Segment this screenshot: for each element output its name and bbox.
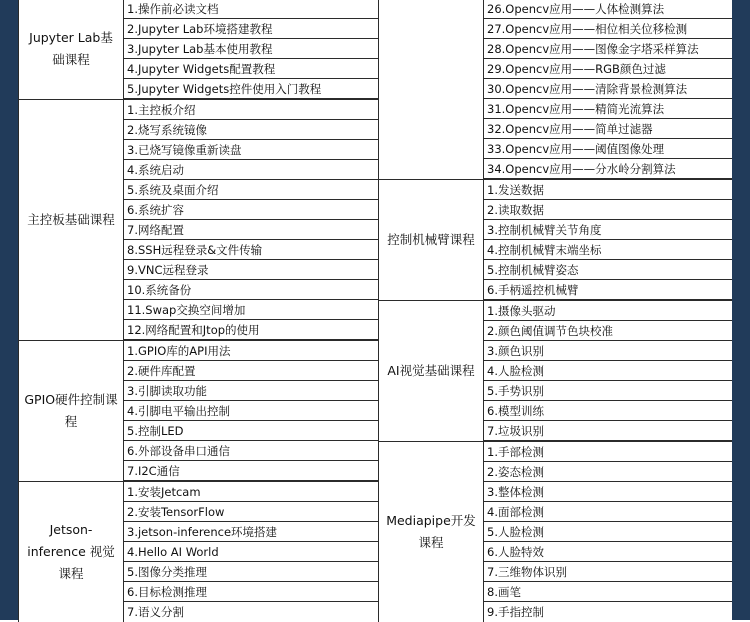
lesson-item: 5.控制LED: [124, 421, 378, 441]
left-frame-border: [0, 0, 18, 620]
lesson-item: 4.引脚电平输出控制: [124, 401, 378, 421]
lesson-item: 2.读取数据: [484, 200, 732, 220]
lesson-item: 8.SSH远程登录&文件传输: [124, 240, 378, 260]
lesson-item: 6.模型训练: [484, 401, 732, 421]
lesson-item: 2.硬件库配置: [124, 361, 378, 381]
lesson-item: 7.三维物体识别: [484, 562, 732, 582]
course-group: [378, 179, 732, 300]
lesson-item: 6.手柄遥控机械臂: [484, 280, 732, 300]
lesson-item: 3.颜色识别: [484, 341, 732, 361]
course-category-label: GPIO硬件控制课程: [19, 341, 124, 481]
lesson-item: 32.Opencv应用——简单过滤器: [484, 119, 732, 139]
lesson-item: 4.Hello AI World: [124, 542, 378, 562]
lesson-list: [484, 442, 732, 622]
lesson-item: 1.发送数据: [484, 180, 732, 200]
lesson-item: 4.控制机械臂末端坐标: [484, 240, 732, 260]
course-group: [18, 481, 378, 622]
lesson-item: 2.安装TensorFlow: [124, 502, 378, 522]
right-frame-border: [732, 0, 750, 620]
course-group: [378, 300, 732, 441]
lesson-item: 3.引脚读取功能: [124, 381, 378, 401]
lesson-item: 5.图像分类推理: [124, 562, 378, 582]
lesson-item: 1.摄像头驱动: [484, 301, 732, 321]
lesson-item: 8.画笔: [484, 582, 732, 602]
course-category-label: [379, 0, 484, 179]
lesson-item: 7.垃圾识别: [484, 421, 732, 441]
lesson-list: [124, 100, 378, 340]
lesson-item: 6.系统扩容: [124, 200, 378, 220]
course-category-label: Jupyter Lab基础课程: [19, 0, 124, 99]
lesson-item: 3.已烧写镜像重新读盘: [124, 140, 378, 160]
lesson-item: 29.Opencv应用——RGB颜色过滤: [484, 59, 732, 79]
lesson-item: 2.烧写系统镜像: [124, 120, 378, 140]
lesson-item: 4.Jupyter Widgets配置教程: [124, 59, 378, 79]
lesson-item: 27.Opencv应用——相位相关位移检测: [484, 19, 732, 39]
lesson-item: 3.控制机械臂关节角度: [484, 220, 732, 240]
lesson-item: 5.系统及桌面介绍: [124, 180, 378, 200]
lesson-item: 12.网络配置和Jtop的使用: [124, 320, 378, 340]
lesson-item: 4.面部检测: [484, 502, 732, 522]
lesson-item: 4.系统启动: [124, 160, 378, 180]
lesson-list: [124, 0, 378, 99]
lesson-item: 3.Jupyter Lab基本使用教程: [124, 39, 378, 59]
lesson-item: 1.安装Jetcam: [124, 482, 378, 502]
lesson-item: 5.手势识别: [484, 381, 732, 401]
lesson-item: 33.Opencv应用——阈值图像处理: [484, 139, 732, 159]
lesson-item: 7.语义分割: [127, 605, 184, 619]
lesson-item: 5.人脸检测: [484, 522, 732, 542]
lesson-item: 6.外部设备串口通信: [124, 441, 378, 461]
lesson-item: 30.Opencv应用——清除背景检测算法: [484, 79, 732, 99]
lesson-item: 28.Opencv应用——图像金字塔采样算法: [484, 39, 732, 59]
lesson-list: [484, 301, 732, 441]
course-category-label: AI视觉基础课程: [379, 301, 484, 441]
lesson-item: 2.姿态检测: [484, 462, 732, 482]
course-group: [18, 0, 378, 99]
course-group: [378, 441, 732, 622]
lesson-item: 1.操作前必读文档: [124, 0, 378, 19]
lesson-item: 11.Swap交换空间增加: [124, 300, 378, 320]
left-course-column: [18, 0, 378, 622]
course-category-label: Mediapipe开发课程: [379, 442, 484, 622]
lesson-item: 3.jetson-inference环境搭建: [124, 522, 378, 542]
lesson-item: 2.颜色阈值调节色块校准: [484, 321, 732, 341]
course-category-label: 控制机械臂课程: [379, 180, 484, 300]
lesson-list: [484, 0, 732, 179]
lesson-list: [124, 341, 378, 481]
lesson-list: [484, 180, 732, 300]
course-group: [378, 0, 732, 179]
lesson-item: 5.控制机械臂姿态: [484, 260, 732, 280]
lesson-item: 7.I2C通信: [124, 461, 378, 481]
lesson-item: 1.GPIO库的API用法: [124, 341, 378, 361]
lesson-item: 1.手部检测: [484, 442, 732, 462]
right-course-column: [378, 0, 732, 622]
course-category-label: 主控板基础课程: [19, 100, 124, 340]
lesson-item: 4.人脸检测: [484, 361, 732, 381]
lesson-list: [124, 482, 378, 622]
course-category-label: Jetson-inference 视觉课程: [19, 482, 124, 622]
lesson-item: 26.Opencv应用——人体检测算法: [484, 0, 732, 19]
course-group: [18, 99, 378, 340]
lesson-item: 9.手指控制: [487, 605, 544, 619]
lesson-item: 10.系统备份: [124, 280, 378, 300]
course-group: [18, 340, 378, 481]
lesson-item: 5.Jupyter Widgets控件使用入门教程: [124, 79, 378, 99]
lesson-item: 6.人脸特效: [484, 542, 732, 562]
lesson-item: 31.Opencv应用——精简光流算法: [484, 99, 732, 119]
lesson-item: 2.Jupyter Lab环境搭建教程: [124, 19, 378, 39]
lesson-item: 7.网络配置: [124, 220, 378, 240]
lesson-item: 34.Opencv应用——分水岭分割算法: [484, 159, 732, 179]
lesson-item: 3.整体检测: [484, 482, 732, 502]
lesson-item: 1.主控板介绍: [124, 100, 378, 120]
lesson-item: 9.VNC远程登录: [124, 260, 378, 280]
lesson-item: 6.目标检测推理: [124, 582, 378, 602]
